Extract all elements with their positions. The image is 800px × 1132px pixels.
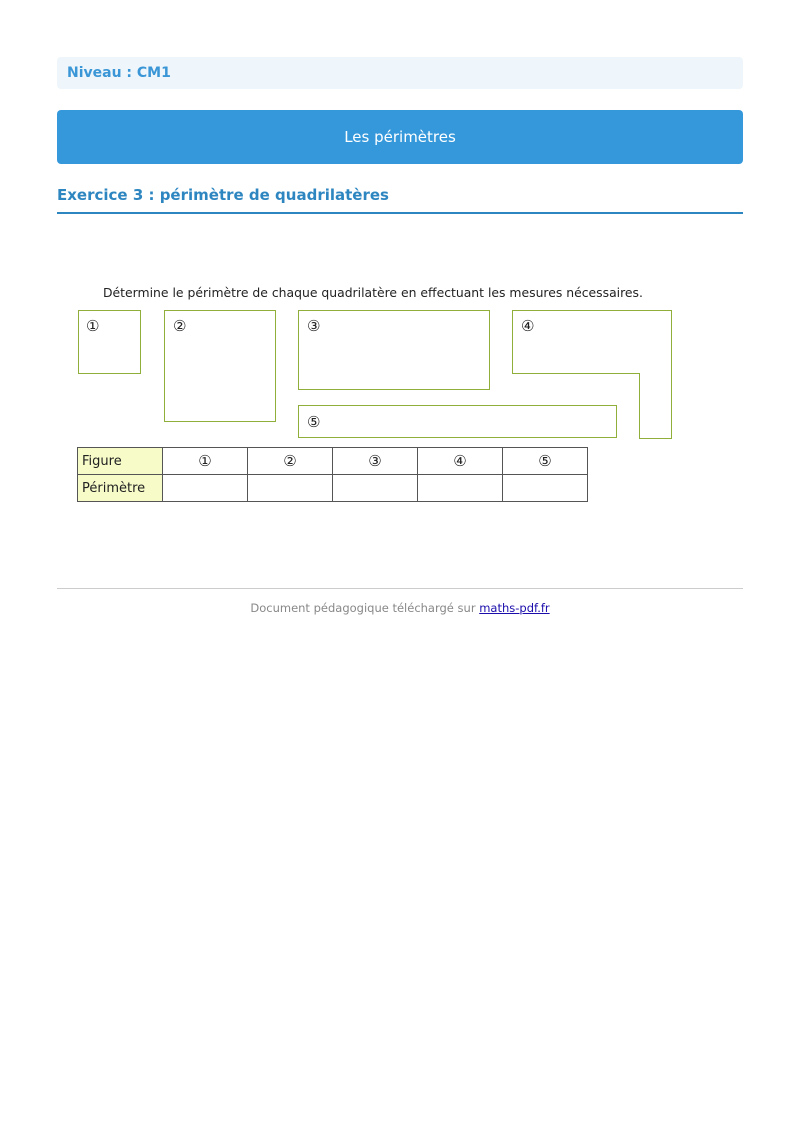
level-label: Niveau : CM1 — [67, 65, 171, 81]
figure-3-label: ③ — [307, 317, 321, 335]
footer-text: Document pédagogique téléchargé sur — [250, 601, 476, 615]
figure-number-cell: ③ — [333, 448, 418, 475]
footer — [0, 601, 800, 615]
perimeter-answer-cell[interactable] — [418, 475, 503, 502]
answer-table — [77, 447, 588, 502]
figure-3-rectangle — [299, 311, 490, 390]
figure-5-label: ⑤ — [307, 413, 321, 431]
figure-1-label: ① — [86, 317, 100, 335]
figure-number-cell: ② — [248, 448, 333, 475]
figure-4-label: ④ — [521, 317, 535, 335]
figure-number-cell: ④ — [418, 448, 503, 475]
footer-link[interactable]: maths-pdf.fr — [479, 601, 550, 615]
figure-4-l-shape — [513, 311, 672, 439]
perimeter-answer-cell[interactable] — [333, 475, 418, 502]
figure-number-cell: ① — [163, 448, 248, 475]
figure-number-cell: ⑤ — [503, 448, 588, 475]
table-row — [78, 475, 588, 502]
exercise-instruction: Détermine le périmètre de chaque quadrilatère en effectuant les mesures nécessaires. — [103, 285, 643, 300]
perimeter-answer-cell[interactable] — [503, 475, 588, 502]
table-row — [78, 448, 588, 475]
figure-2-label: ② — [173, 317, 187, 335]
figure-5-rectangle — [299, 406, 617, 438]
exercise-heading: Exercice 3 : périmètre de quadrilatères — [57, 186, 743, 214]
perimeter-answer-cell[interactable] — [248, 475, 333, 502]
page-title: Les périmètres — [344, 128, 456, 146]
perimeter-answer-cell[interactable] — [163, 475, 248, 502]
figure-header-cell: Figure — [78, 448, 163, 475]
footer-divider — [57, 588, 743, 589]
perimeter-header-cell: Périmètre — [78, 475, 163, 502]
figures-drawing — [0, 0, 800, 460]
